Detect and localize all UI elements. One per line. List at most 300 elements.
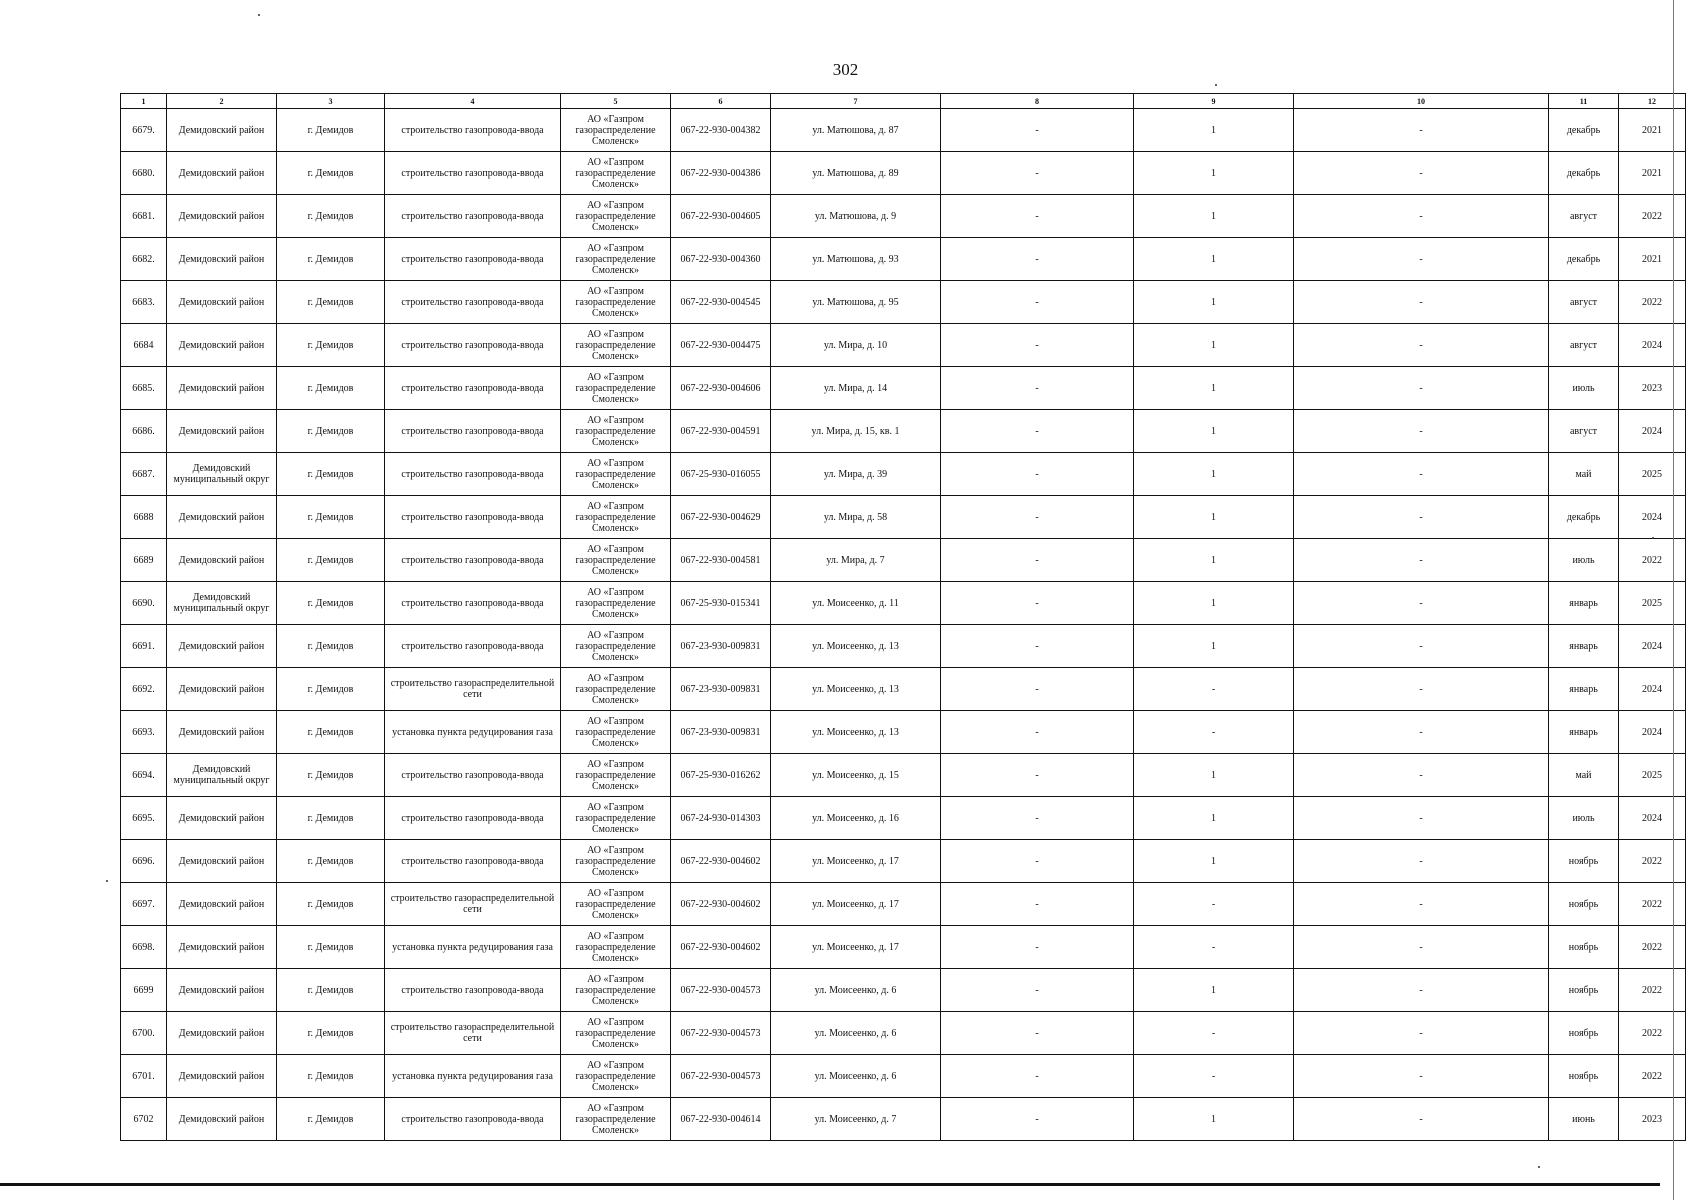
table-cell-col-8: - [941,926,1134,969]
table-cell-col-6: 067-22-930-004573 [671,969,771,1012]
column-header-10: 10 [1294,94,1549,109]
table-cell-col-9: 1 [1134,754,1294,797]
table-cell-col-11: январь [1549,582,1619,625]
table-cell-col-7: ул. Моисеенко, д. 7 [771,1098,941,1141]
table-cell-col-8: - [941,1012,1134,1055]
table-cell-col-8: - [941,238,1134,281]
table-cell-col-8: - [941,195,1134,238]
table-cell-col-3: г. Демидов [277,797,385,840]
table-cell-col-10: - [1294,324,1549,367]
table-cell-col-5: АО «Газпром газораспределение Смоленск» [561,711,671,754]
table-cell-col-10: - [1294,1055,1549,1098]
table-cell-col-2: Демидовский район [167,711,277,754]
table-cell-col-7: ул. Мира, д. 58 [771,496,941,539]
table-cell-col-11: ноябрь [1549,926,1619,969]
table-cell-col-3: г. Демидов [277,152,385,195]
table-cell-col-12: 2023 [1619,1098,1686,1141]
table-cell-col-2: Демидовский район [167,281,277,324]
table-cell-col-9: 1 [1134,367,1294,410]
table-row [121,195,1686,238]
table-cell-col-9: - [1134,1012,1294,1055]
table-cell-col-10: - [1294,969,1549,1012]
table-cell-col-5: АО «Газпром газораспределение Смоленск» [561,238,671,281]
table-cell-col-10: - [1294,883,1549,926]
table-cell-col-11: август [1549,195,1619,238]
table-cell-col-6: 067-22-930-004605 [671,195,771,238]
table-cell-col-12: 2025 [1619,453,1686,496]
table-cell-col-5: АО «Газпром газораспределение Смоленск» [561,539,671,582]
table-cell-col-12: 2024 [1619,668,1686,711]
table-cell-col-8: - [941,711,1134,754]
scan-edge [1673,0,1674,1200]
table-cell-col-7: ул. Матюшова, д. 93 [771,238,941,281]
table-row [121,625,1686,668]
table-cell-col-2: Демидовский район [167,238,277,281]
table-row [121,883,1686,926]
table-cell-col-1: 6696. [121,840,167,883]
table-cell-col-8: - [941,1055,1134,1098]
table-cell-col-8: - [941,410,1134,453]
table-cell-col-1: 6692. [121,668,167,711]
table-cell-col-2: Демидовский район [167,926,277,969]
table-cell-col-5: АО «Газпром газораспределение Смоленск» [561,1055,671,1098]
table-cell-col-11: ноябрь [1549,883,1619,926]
register-table [120,93,1686,1141]
table-cell-col-7: ул. Матюшова, д. 89 [771,152,941,195]
table-cell-col-1: 6683. [121,281,167,324]
table-cell-col-1: 6687. [121,453,167,496]
table-cell-col-8: - [941,324,1134,367]
table-cell-col-4: строительство газопровода-ввода [385,195,561,238]
table-cell-col-2: Демидовский район [167,840,277,883]
table-cell-col-7: ул. Моисеенко, д. 16 [771,797,941,840]
table-cell-col-9: 1 [1134,324,1294,367]
table-cell-col-6: 067-22-930-004573 [671,1055,771,1098]
table-cell-col-8: - [941,109,1134,152]
scan-speck [258,14,260,16]
table-cell-col-9: 1 [1134,797,1294,840]
table-cell-col-7: ул. Мира, д. 39 [771,453,941,496]
table-cell-col-11: декабрь [1549,152,1619,195]
table-cell-col-1: 6702 [121,1098,167,1141]
table-cell-col-10: - [1294,1012,1549,1055]
table-row [121,754,1686,797]
table-cell-col-12: 2022 [1619,539,1686,582]
table-cell-col-11: август [1549,410,1619,453]
table-row [121,367,1686,410]
table-cell-col-7: ул. Моисеенко, д. 17 [771,840,941,883]
table-cell-col-2: Демидовский район [167,195,277,238]
table-cell-col-8: - [941,496,1134,539]
table-cell-col-11: май [1549,453,1619,496]
table-cell-col-11: июнь [1549,1098,1619,1141]
table-cell-col-12: 2022 [1619,883,1686,926]
table-cell-col-5: АО «Газпром газораспределение Смоленск» [561,797,671,840]
table-cell-col-1: 6698. [121,926,167,969]
table-row [121,840,1686,883]
table-cell-col-7: ул. Моисеенко, д. 15 [771,754,941,797]
table-cell-col-5: АО «Газпром газораспределение Смоленск» [561,668,671,711]
table-cell-col-3: г. Демидов [277,969,385,1012]
table-cell-col-4: строительство газопровода-ввода [385,410,561,453]
table-cell-col-3: г. Демидов [277,109,385,152]
table-cell-col-1: 6681. [121,195,167,238]
table-header [121,94,1686,109]
table-cell-col-12: 2025 [1619,582,1686,625]
table-cell-col-1: 6693. [121,711,167,754]
table-cell-col-10: - [1294,109,1549,152]
table-cell-col-7: ул. Моисеенко, д. 17 [771,926,941,969]
table-cell-col-3: г. Демидов [277,840,385,883]
table-cell-col-2: Демидовский район [167,1055,277,1098]
table-cell-col-10: - [1294,367,1549,410]
table-cell-col-5: АО «Газпром газораспределение Смоленск» [561,1098,671,1141]
table-cell-col-11: январь [1549,668,1619,711]
table-cell-col-6: 067-22-930-004382 [671,109,771,152]
table-cell-col-2: Демидовский район [167,539,277,582]
table-cell-col-10: - [1294,711,1549,754]
table-cell-col-4: строительство газопровода-ввода [385,109,561,152]
table-cell-col-11: ноябрь [1549,969,1619,1012]
table-cell-col-11: июль [1549,539,1619,582]
column-header-12: 12 [1619,94,1686,109]
table-cell-col-3: г. Демидов [277,453,385,496]
table-cell-col-1: 6679. [121,109,167,152]
table-cell-col-11: июль [1549,797,1619,840]
table-cell-col-4: строительство газопровода-ввода [385,152,561,195]
table-cell-col-12: 2024 [1619,324,1686,367]
table-cell-col-3: г. Демидов [277,1012,385,1055]
table-cell-col-10: - [1294,797,1549,840]
table-cell-col-1: 6694. [121,754,167,797]
table-cell-col-10: - [1294,195,1549,238]
table-cell-col-1: 6701. [121,1055,167,1098]
table-cell-col-5: АО «Газпром газораспределение Смоленск» [561,625,671,668]
table-cell-col-7: ул. Моисеенко, д. 13 [771,668,941,711]
table-cell-col-12: 2021 [1619,152,1686,195]
table-row [121,453,1686,496]
table-cell-col-4: установка пункта редуцирования газа [385,1055,561,1098]
table-cell-col-9: - [1134,926,1294,969]
table-cell-col-12: 2022 [1619,281,1686,324]
table-cell-col-5: АО «Газпром газораспределение Смоленск» [561,195,671,238]
table-row [121,238,1686,281]
table-body [121,109,1686,1141]
table-cell-col-7: ул. Матюшова, д. 95 [771,281,941,324]
table-cell-col-4: строительство газопровода-ввода [385,453,561,496]
table-cell-col-12: 2022 [1619,1012,1686,1055]
table-row [121,324,1686,367]
table-row [121,711,1686,754]
scan-speck [106,880,108,882]
table-cell-col-5: АО «Газпром газораспределение Смоленск» [561,582,671,625]
table-cell-col-5: АО «Газпром газораспределение Смоленск» [561,496,671,539]
table-cell-col-5: АО «Газпром газораспределение Смоленск» [561,281,671,324]
table-cell-col-11: июль [1549,367,1619,410]
table-cell-col-6: 067-22-930-004360 [671,238,771,281]
table-cell-col-10: - [1294,926,1549,969]
table-cell-col-9: 1 [1134,152,1294,195]
table-cell-col-3: г. Демидов [277,281,385,324]
table-cell-col-4: строительство газопровода-ввода [385,840,561,883]
table-cell-col-8: - [941,281,1134,324]
table-cell-col-3: г. Демидов [277,1055,385,1098]
table-cell-col-3: г. Демидов [277,668,385,711]
table-cell-col-11: ноябрь [1549,1012,1619,1055]
table-cell-col-7: ул. Мира, д. 14 [771,367,941,410]
table-cell-col-7: ул. Моисеенко, д. 6 [771,1055,941,1098]
table-cell-col-2: Демидовский район [167,324,277,367]
table-cell-col-5: АО «Газпром газораспределение Смоленск» [561,840,671,883]
table-cell-col-3: г. Демидов [277,195,385,238]
table-cell-col-6: 067-22-930-004475 [671,324,771,367]
table-cell-col-12: 2022 [1619,840,1686,883]
table-cell-col-1: 6689 [121,539,167,582]
table-cell-col-7: ул. Мира, д. 10 [771,324,941,367]
table-cell-col-4: строительство газораспределительной сети [385,883,561,926]
table-cell-col-2: Демидовский район [167,883,277,926]
table-cell-col-10: - [1294,840,1549,883]
table-cell-col-1: 6700. [121,1012,167,1055]
table-cell-col-5: АО «Газпром газораспределение Смоленск» [561,926,671,969]
table-cell-col-4: строительство газопровода-ввода [385,969,561,1012]
table-cell-col-10: - [1294,238,1549,281]
table-cell-col-5: АО «Газпром газораспределение Смоленск» [561,324,671,367]
table-cell-col-9: 1 [1134,625,1294,668]
table-cell-col-6: 067-22-930-004602 [671,926,771,969]
table-cell-col-3: г. Демидов [277,238,385,281]
table-cell-col-6: 067-23-930-009831 [671,711,771,754]
table-cell-col-6: 067-22-930-004573 [671,1012,771,1055]
table-row [121,582,1686,625]
table-cell-col-8: - [941,367,1134,410]
table-cell-col-2: Демидовский район [167,1098,277,1141]
table-cell-col-1: 6695. [121,797,167,840]
table-cell-col-1: 6686. [121,410,167,453]
table-cell-col-9: 1 [1134,840,1294,883]
column-header-1: 1 [121,94,167,109]
table-cell-col-4: строительство газопровода-ввода [385,625,561,668]
table-cell-col-9: 1 [1134,496,1294,539]
table-cell-col-6: 067-25-930-016262 [671,754,771,797]
column-header-9: 9 [1134,94,1294,109]
table-cell-col-8: - [941,453,1134,496]
table-cell-col-8: - [941,152,1134,195]
table-cell-col-2: Демидовский район [167,152,277,195]
table-cell-col-4: строительство газораспределительной сети [385,1012,561,1055]
table-cell-col-2: Демидовский район [167,668,277,711]
table-cell-col-10: - [1294,496,1549,539]
table-cell-col-10: - [1294,152,1549,195]
column-header-6: 6 [671,94,771,109]
footer-rule [0,1183,1660,1186]
table-cell-col-8: - [941,668,1134,711]
table-cell-col-12: 2022 [1619,926,1686,969]
table-cell-col-8: - [941,969,1134,1012]
table-row [121,496,1686,539]
table-cell-col-9: - [1134,1055,1294,1098]
table-cell-col-6: 067-25-930-015341 [671,582,771,625]
table-cell-col-6: 067-24-930-014303 [671,797,771,840]
table-cell-col-11: январь [1549,625,1619,668]
table-cell-col-9: - [1134,668,1294,711]
table-cell-col-11: ноябрь [1549,1055,1619,1098]
table-cell-col-4: строительство газопровода-ввода [385,582,561,625]
scan-speck [1652,537,1654,539]
table-cell-col-1: 6688 [121,496,167,539]
table-cell-col-6: 067-22-930-004591 [671,410,771,453]
table-cell-col-7: ул. Мира, д. 15, кв. 1 [771,410,941,453]
table-cell-col-12: 2024 [1619,625,1686,668]
table-cell-col-8: - [941,754,1134,797]
table-cell-col-12: 2023 [1619,367,1686,410]
scan-speck [1215,84,1217,86]
table-row [121,152,1686,195]
scan-speck [1538,1166,1540,1168]
table-cell-col-1: 6685. [121,367,167,410]
table-cell-col-10: - [1294,539,1549,582]
table-cell-col-2: Демидовский муниципальный округ [167,582,277,625]
table-cell-col-5: АО «Газпром газораспределение Смоленск» [561,152,671,195]
table-cell-col-9: 1 [1134,238,1294,281]
table-cell-col-9: 1 [1134,195,1294,238]
table-cell-col-1: 6682. [121,238,167,281]
table-cell-col-2: Демидовский район [167,969,277,1012]
table-cell-col-3: г. Демидов [277,625,385,668]
table-cell-col-3: г. Демидов [277,883,385,926]
table-cell-col-9: 1 [1134,453,1294,496]
table-cell-col-12: 2022 [1619,969,1686,1012]
table-cell-col-9: 1 [1134,969,1294,1012]
table-cell-col-6: 067-25-930-016055 [671,453,771,496]
table-cell-col-12: 2021 [1619,238,1686,281]
table-cell-col-7: ул. Мира, д. 7 [771,539,941,582]
column-header-11: 11 [1549,94,1619,109]
table-cell-col-1: 6690. [121,582,167,625]
table-cell-col-6: 067-22-930-004602 [671,840,771,883]
column-header-4: 4 [385,94,561,109]
table-cell-col-10: - [1294,754,1549,797]
column-header-2: 2 [167,94,277,109]
table-cell-col-5: АО «Газпром газораспределение Смоленск» [561,754,671,797]
table-cell-col-12: 2021 [1619,109,1686,152]
table-cell-col-2: Демидовский район [167,496,277,539]
table-cell-col-2: Демидовский район [167,797,277,840]
table-cell-col-1: 6691. [121,625,167,668]
table-cell-col-3: г. Демидов [277,582,385,625]
table-row [121,797,1686,840]
table-cell-col-9: 1 [1134,1098,1294,1141]
table-cell-col-7: ул. Моисеенко, д. 6 [771,1012,941,1055]
table-cell-col-2: Демидовский муниципальный округ [167,453,277,496]
table-cell-col-11: август [1549,324,1619,367]
table-cell-col-12: 2022 [1619,1055,1686,1098]
table-cell-col-12: 2025 [1619,754,1686,797]
table-cell-col-5: АО «Газпром газораспределение Смоленск» [561,410,671,453]
table-cell-col-4: установка пункта редуцирования газа [385,926,561,969]
table-row [121,1098,1686,1141]
column-header-3: 3 [277,94,385,109]
table-cell-col-11: январь [1549,711,1619,754]
table-cell-col-8: - [941,883,1134,926]
table-row [121,1055,1686,1098]
table-row [121,281,1686,324]
table-cell-col-2: Демидовский район [167,109,277,152]
table-cell-col-1: 6699 [121,969,167,1012]
table-cell-col-3: г. Демидов [277,711,385,754]
table-cell-col-8: - [941,582,1134,625]
table-cell-col-10: - [1294,582,1549,625]
table-cell-col-5: АО «Газпром газораспределение Смоленск» [561,367,671,410]
table-cell-col-12: 2024 [1619,496,1686,539]
table-cell-col-4: установка пункта редуцирования газа [385,711,561,754]
table-cell-col-12: 2022 [1619,195,1686,238]
table-cell-col-10: - [1294,410,1549,453]
table-cell-col-9: 1 [1134,281,1294,324]
table-cell-col-2: Демидовский район [167,367,277,410]
table-row [121,109,1686,152]
table-cell-col-5: АО «Газпром газораспределение Смоленск» [561,1012,671,1055]
table-cell-col-9: - [1134,711,1294,754]
table-cell-col-4: строительство газопровода-ввода [385,238,561,281]
table-cell-col-6: 067-22-930-004606 [671,367,771,410]
column-header-8: 8 [941,94,1134,109]
table-cell-col-10: - [1294,281,1549,324]
table-cell-col-6: 067-22-930-004614 [671,1098,771,1141]
table-cell-col-8: - [941,539,1134,582]
table-cell-col-3: г. Демидов [277,754,385,797]
table-cell-col-10: - [1294,453,1549,496]
table-cell-col-4: строительство газопровода-ввода [385,1098,561,1141]
table-row [121,410,1686,453]
table-cell-col-6: 067-22-930-004581 [671,539,771,582]
table-cell-col-4: строительство газопровода-ввода [385,281,561,324]
table-row [121,1012,1686,1055]
table-cell-col-7: ул. Моисеенко, д. 6 [771,969,941,1012]
table-cell-col-10: - [1294,625,1549,668]
table-cell-col-8: - [941,1098,1134,1141]
table-cell-col-6: 067-22-930-004386 [671,152,771,195]
table-cell-col-11: декабрь [1549,496,1619,539]
table-cell-col-8: - [941,625,1134,668]
table-cell-col-3: г. Демидов [277,324,385,367]
table-cell-col-12: 2024 [1619,711,1686,754]
table-cell-col-9: - [1134,883,1294,926]
column-header-7: 7 [771,94,941,109]
table-cell-col-3: г. Демидов [277,926,385,969]
table-cell-col-6: 067-22-930-004545 [671,281,771,324]
table-cell-col-6: 067-22-930-004602 [671,883,771,926]
table-cell-col-11: ноябрь [1549,840,1619,883]
page-number: 302 [832,60,859,79]
table-cell-col-3: г. Демидов [277,367,385,410]
table-cell-col-3: г. Демидов [277,496,385,539]
table-cell-col-9: 1 [1134,539,1294,582]
table-cell-col-8: - [941,840,1134,883]
table-cell-col-9: 1 [1134,410,1294,453]
table-cell-col-8: - [941,797,1134,840]
table-cell-col-4: строительство газопровода-ввода [385,754,561,797]
table-cell-col-3: г. Демидов [277,410,385,453]
table-cell-col-2: Демидовский район [167,625,277,668]
table-cell-col-7: ул. Матюшова, д. 9 [771,195,941,238]
table-cell-col-4: строительство газопровода-ввода [385,324,561,367]
table-cell-col-7: ул. Моисеенко, д. 17 [771,883,941,926]
table-cell-col-11: май [1549,754,1619,797]
table-row [121,926,1686,969]
table-cell-col-11: декабрь [1549,109,1619,152]
table-row [121,969,1686,1012]
